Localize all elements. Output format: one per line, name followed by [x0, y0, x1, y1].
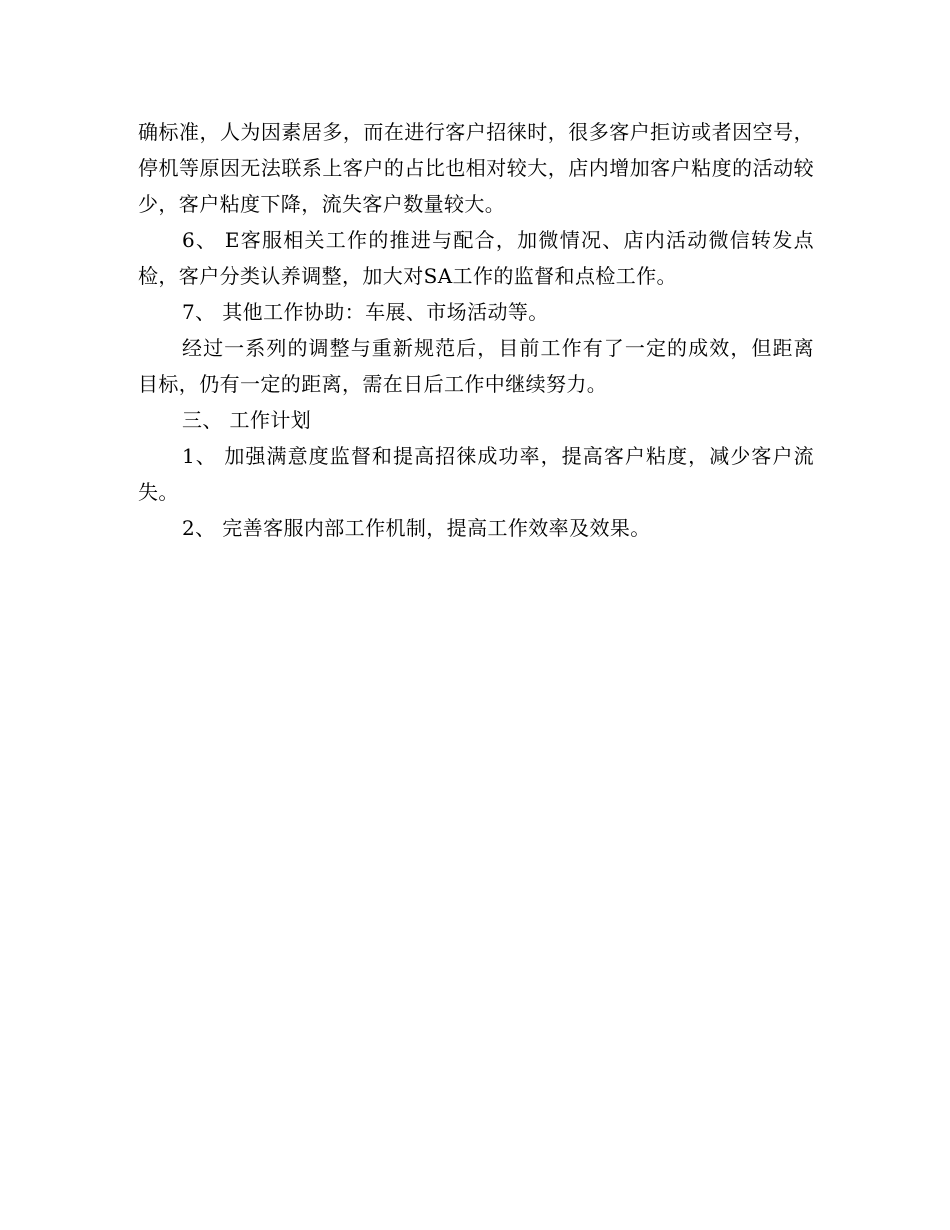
document-body: [138, 114, 814, 546]
paragraph-plan-1: 1、 加强满意度监督和提高招徕成功率，提高客户粘度，减少客户流失。: [138, 444, 814, 504]
paragraph-plan-2: 2、 完善客服内部工作机制，提高工作效率及效果。: [182, 516, 651, 540]
paragraph-item-7: 7、 其他工作协助：车展、市场活动等。: [182, 300, 549, 324]
paragraph-summary: 经过一系列的调整与重新规范后，目前工作有了一定的成效，但距离目标，仍有一定的距离，需在日后工作中继续努力。: [138, 336, 814, 396]
paragraph-item-6: 6、 E客服相关工作的推进与配合，加微情况、店内活动微信转发点检，客户分类认养调整，加大对SA工作的监督和点检工作。: [138, 228, 814, 288]
section-heading-work-plan: 三、 工作计划: [182, 408, 312, 432]
paragraph-continuation: 确标准，人为因素居多，而在进行客户招徕时，很多客户拒访或者因空号，停机等原因无法联系上客户的占比也相对较大，店内增加客户粘度的活动较少，客户粘度下降，流失客户数量较大。: [138, 120, 814, 216]
